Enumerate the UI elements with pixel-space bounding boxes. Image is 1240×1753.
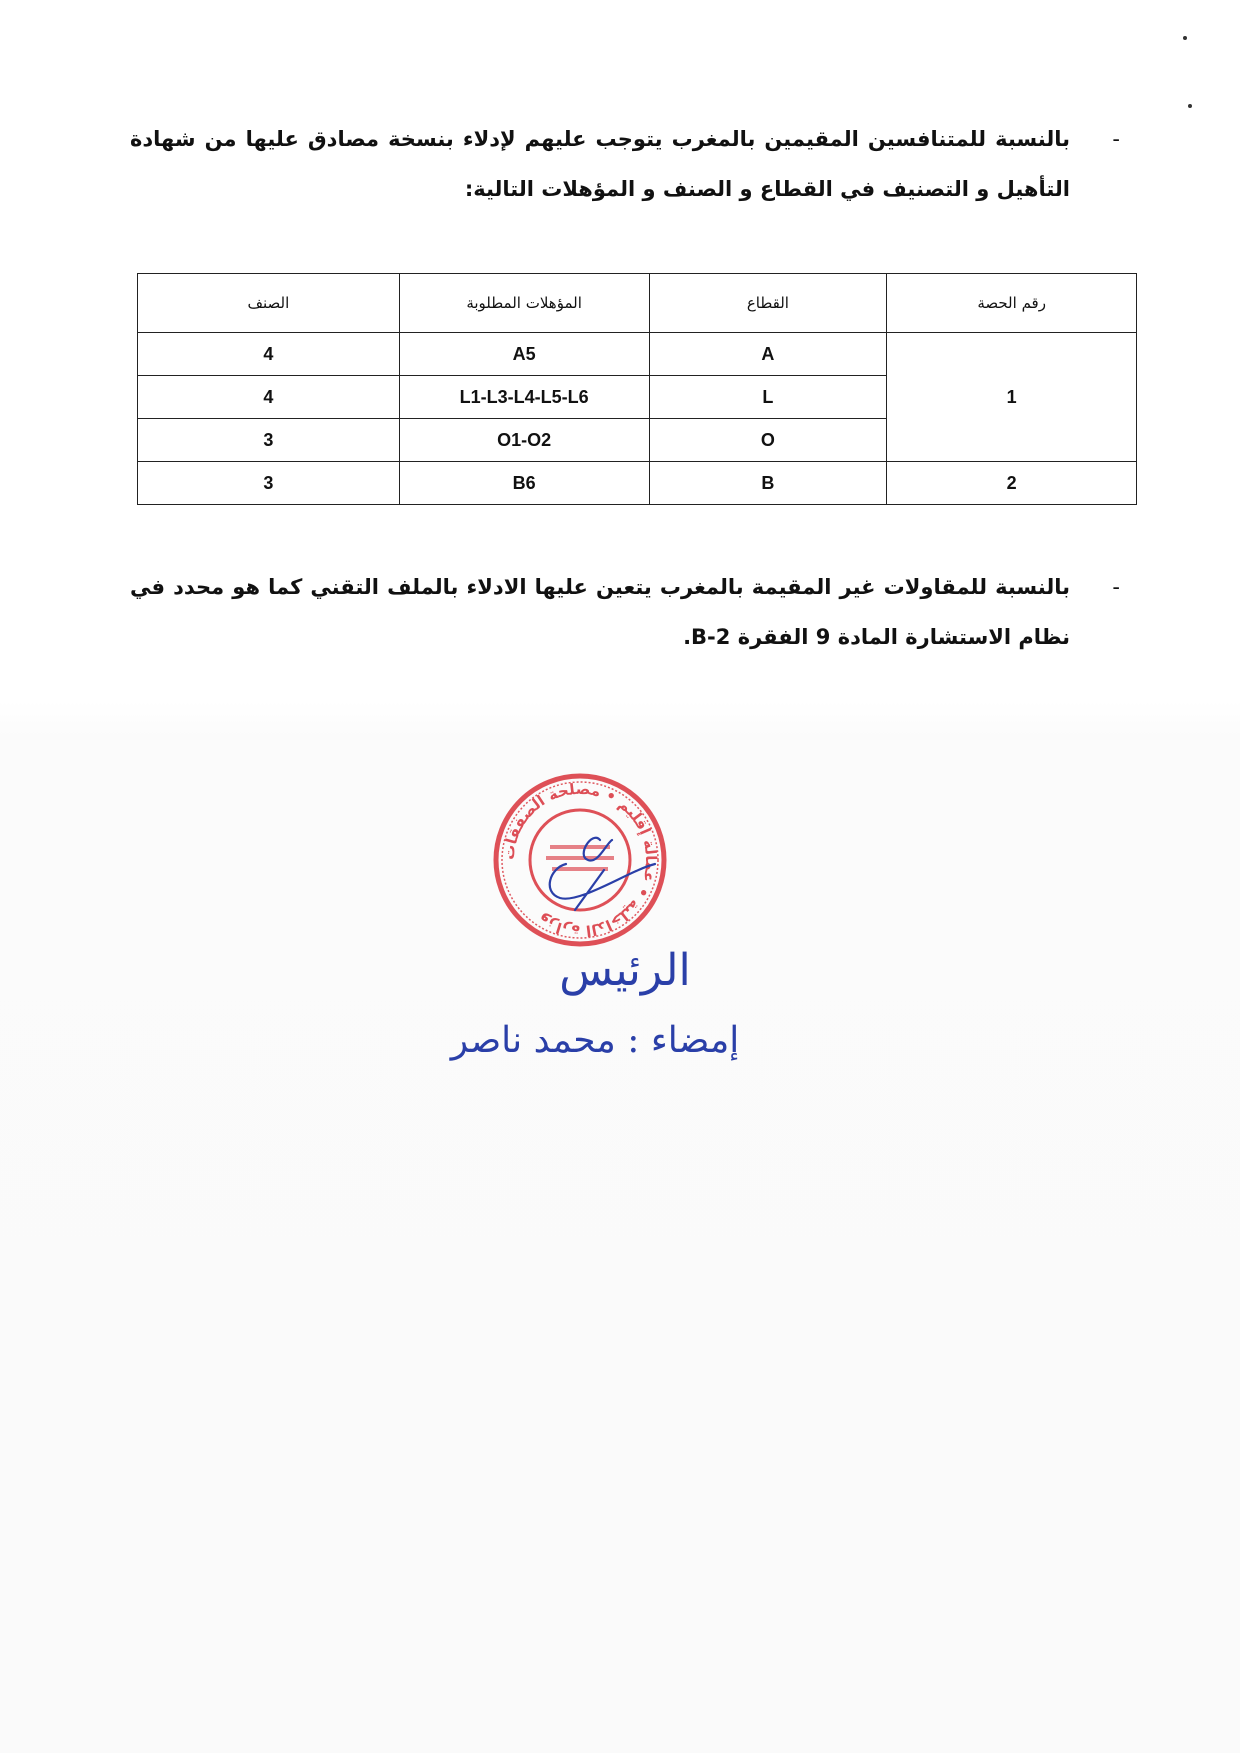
scan-speck: [1188, 104, 1192, 108]
cell-class: 4: [138, 333, 400, 376]
signer-name-text: إمضاء : محمد ناصر: [450, 1020, 740, 1061]
table-row: [138, 462, 1137, 505]
cell-qualifications: B6: [399, 462, 649, 505]
scan-speck: [1183, 36, 1187, 40]
cell-qualifications: L1-L3-L4-L5-L6: [399, 376, 649, 419]
official-stamp: [480, 760, 680, 960]
stamp-ring-text: وزارة الداخلية • عمالة إقليم • مصلحة الصفقات: [499, 779, 661, 941]
table-header-row: [138, 274, 1137, 333]
cell-sector: L: [649, 376, 887, 419]
signer-name: [0, 1020, 1240, 1061]
signer-title: [0, 945, 1240, 996]
requirement-paragraph-residents: [130, 114, 1120, 214]
cell-sector: O: [649, 419, 887, 462]
cell-qualifications: O1-O2: [399, 419, 649, 462]
header-lot-number: رقم الحصة: [887, 274, 1137, 333]
paragraph-text: بالنسبة للمقاولات غير المقيمة بالمغرب يتعين عليها الادلاء بالملف التقني كما هو محدد في نظام الاستشارة المادة 9 الفقرة B-2.: [130, 575, 1070, 649]
cell-class: 4: [138, 376, 400, 419]
header-sector: القطاع: [649, 274, 887, 333]
qualifications-table: [137, 273, 1137, 505]
cell-lot: 2: [887, 462, 1137, 505]
paragraph-text: بالنسبة للمتنافسين المقيمين بالمغرب يتوجب عليهم لإدلاء بنسخة مصادق عليها من شهادة التأهيل و التصنيف في القطاع و الصنف و المؤهلات التالية:: [130, 127, 1070, 201]
table-row: [138, 333, 1137, 376]
header-class: الصنف: [138, 274, 400, 333]
cell-class: 3: [138, 419, 400, 462]
cell-sector: A: [649, 333, 887, 376]
bullet-dash: -: [1112, 127, 1120, 151]
signer-title-text: الرئيس: [559, 945, 691, 996]
cell-class: 3: [138, 462, 400, 505]
header-required-qualifications: المؤهلات المطلوبة: [399, 274, 649, 333]
cell-lot: 1: [887, 333, 1137, 462]
cell-qualifications: A5: [399, 333, 649, 376]
stamp-seal-icon: [480, 760, 680, 960]
requirement-paragraph-non-residents: [130, 562, 1120, 662]
bullet-dash: -: [1112, 575, 1120, 599]
cell-sector: B: [649, 462, 887, 505]
